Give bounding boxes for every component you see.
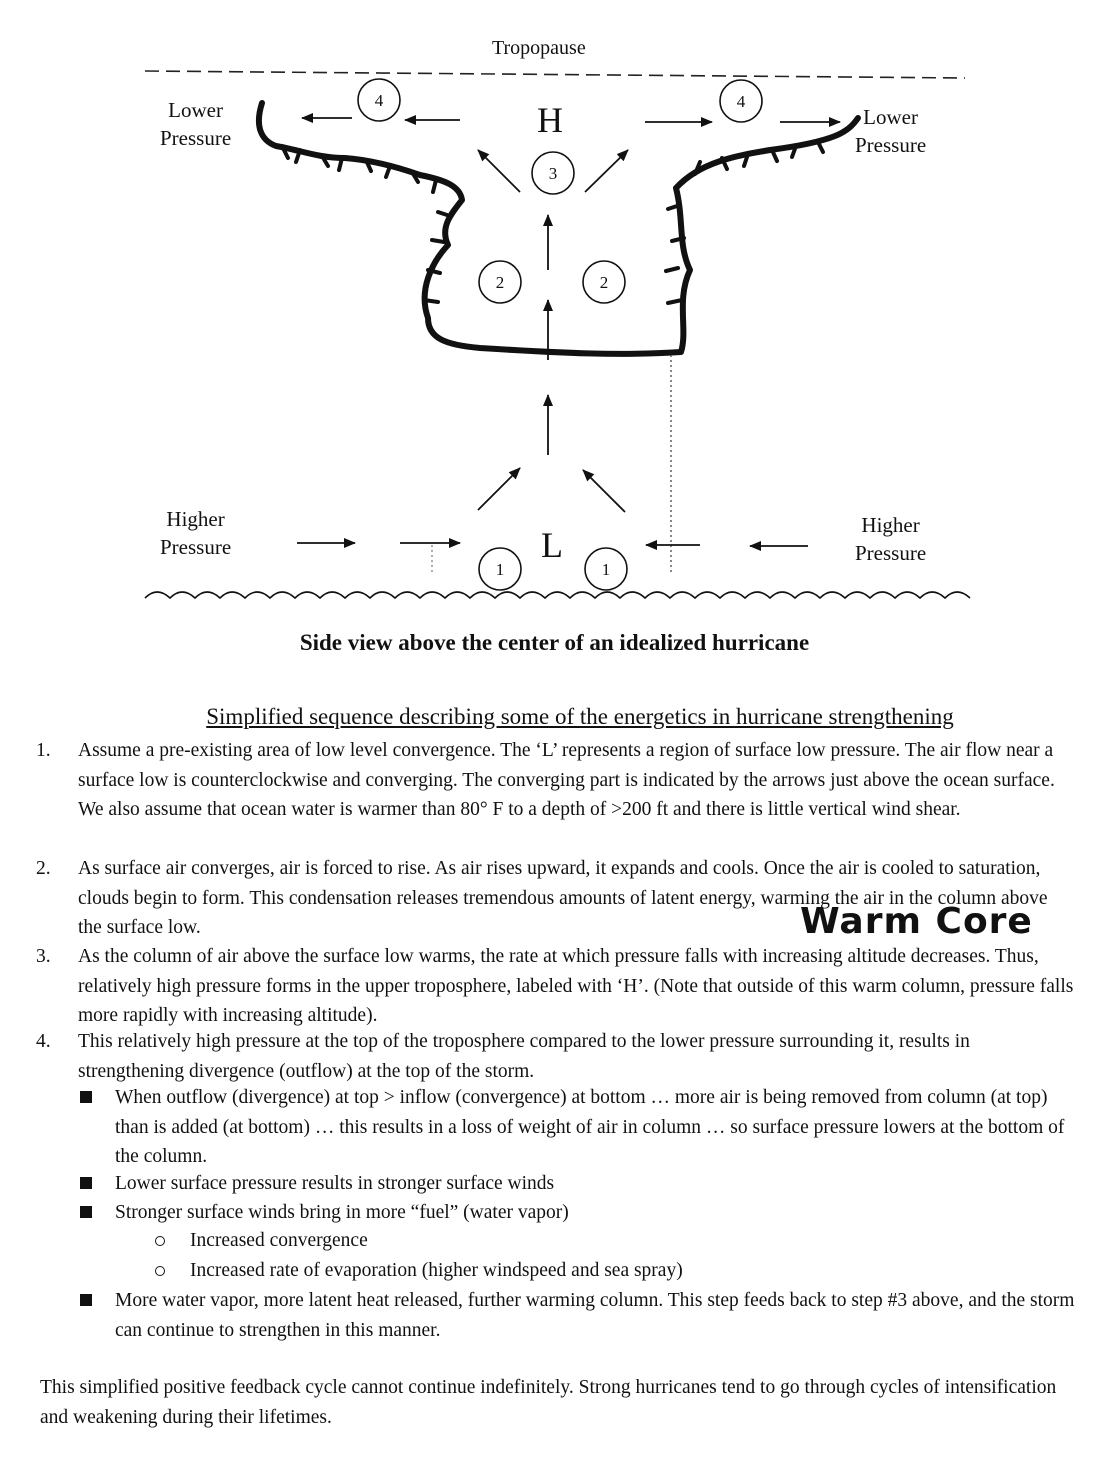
cloud-outline bbox=[259, 103, 858, 354]
upper-right-pressure-label: Lower Pressure bbox=[855, 105, 927, 157]
low-pressure-letter: L bbox=[541, 525, 563, 565]
step-text: As the column of air above the surface low warms, the rate at which pressure falls with increasing altitude decreases. Thus, relatively high pressure forms in the upper troposphere, labeled with ‘H’. (Note that outside of this warm column, pressure falls more rapidly with increasing altitude). bbox=[78, 946, 1074, 1026]
tropopause-label: Tropopause bbox=[492, 37, 586, 59]
bullet-text: More water vapor, more latent heat released, further warming column. This step feeds back to step #3 above, and the storm can continue to strengthen in this manner. bbox=[115, 1290, 1075, 1341]
marker-1-left: 1 bbox=[495, 560, 505, 579]
marker-2-right: 2 bbox=[599, 273, 609, 292]
upper-left-pressure-label: Lower Pressure bbox=[160, 98, 232, 150]
circle-bullet-icon bbox=[155, 1236, 165, 1246]
step-number: 3. bbox=[36, 946, 51, 967]
marker-1-right: 1 bbox=[601, 560, 611, 579]
step-text: This relatively high pressure at the top of the troposphere compared to the lower pressure surrounding it, results in strengthening divergence (outflow) at the top of the storm. bbox=[78, 1031, 970, 1082]
step-text: As surface air converges, air is forced to rise. As air rises upward, it expands and cools. Once the air is cooled to saturation, clouds begin to form. This condensation releases tremendous amounts of latent energy, warming the air in the column above the surface low. bbox=[78, 858, 1048, 938]
handwritten-note: Warm Core bbox=[800, 901, 1033, 942]
rising-air-arrows bbox=[478, 215, 625, 512]
tropopause-line bbox=[145, 71, 965, 78]
square-bullet-icon bbox=[80, 1294, 92, 1306]
diagram-caption: Side view above the center of an idealized hurricane bbox=[299, 630, 810, 655]
marker-4-right: 4 bbox=[736, 92, 746, 111]
square-bullet-icon bbox=[80, 1177, 92, 1189]
sequence-title: Simplified sequence describing some of the energetics in hurricane strengthening bbox=[206, 704, 954, 729]
lower-left-pressure-label: Higher Pressure bbox=[160, 507, 232, 559]
marker-2-left: 2 bbox=[495, 273, 505, 292]
ocean-surface bbox=[145, 592, 970, 598]
square-bullet-icon bbox=[80, 1206, 92, 1218]
step-number: 4. bbox=[36, 1031, 51, 1052]
bullet-text: When outflow (divergence) at top > inflow (convergence) at bottom … more air is being removed from column (at top) than is added (at bottom) … this results in a loss of weight of air in column … so surface pressure lowers at the bottom of the column. bbox=[115, 1087, 1065, 1167]
high-pressure-letter: H bbox=[537, 100, 563, 140]
marker-3: 3 bbox=[548, 164, 558, 183]
sub-bullet-text: Increased convergence bbox=[190, 1230, 368, 1251]
sub-bullet-text: Increased rate of evaporation (higher windspeed and sea spray) bbox=[190, 1260, 683, 1281]
closing-paragraph: This simplified positive feedback cycle cannot continue indefinitely. Strong hurricanes tend to go through cycles of intensification and weakening during their lifetimes. bbox=[40, 1377, 1057, 1428]
step-number: 2. bbox=[36, 858, 51, 879]
circle-bullet-icon bbox=[155, 1266, 165, 1276]
bullet-text: Lower surface pressure results in stronger surface winds bbox=[115, 1173, 555, 1194]
lower-right-pressure-label: Higher Pressure bbox=[855, 513, 927, 565]
step-number: 1. bbox=[36, 740, 51, 761]
marker-4-left: 4 bbox=[374, 91, 384, 110]
square-bullet-icon bbox=[80, 1091, 92, 1103]
bullet-text: Stronger surface winds bring in more “fuel” (water vapor) bbox=[115, 1202, 569, 1223]
step-text: Assume a pre-existing area of low level convergence. The ‘L’ represents a region of surface low pressure. The air flow near a surface low is counterclockwise and converging. The converging part is indicated by the arrows just above the ocean surface. We also assume that ocean water is warmer than 80° F to a depth of >200 ft and there is little vertical wind shear. bbox=[78, 740, 1055, 820]
